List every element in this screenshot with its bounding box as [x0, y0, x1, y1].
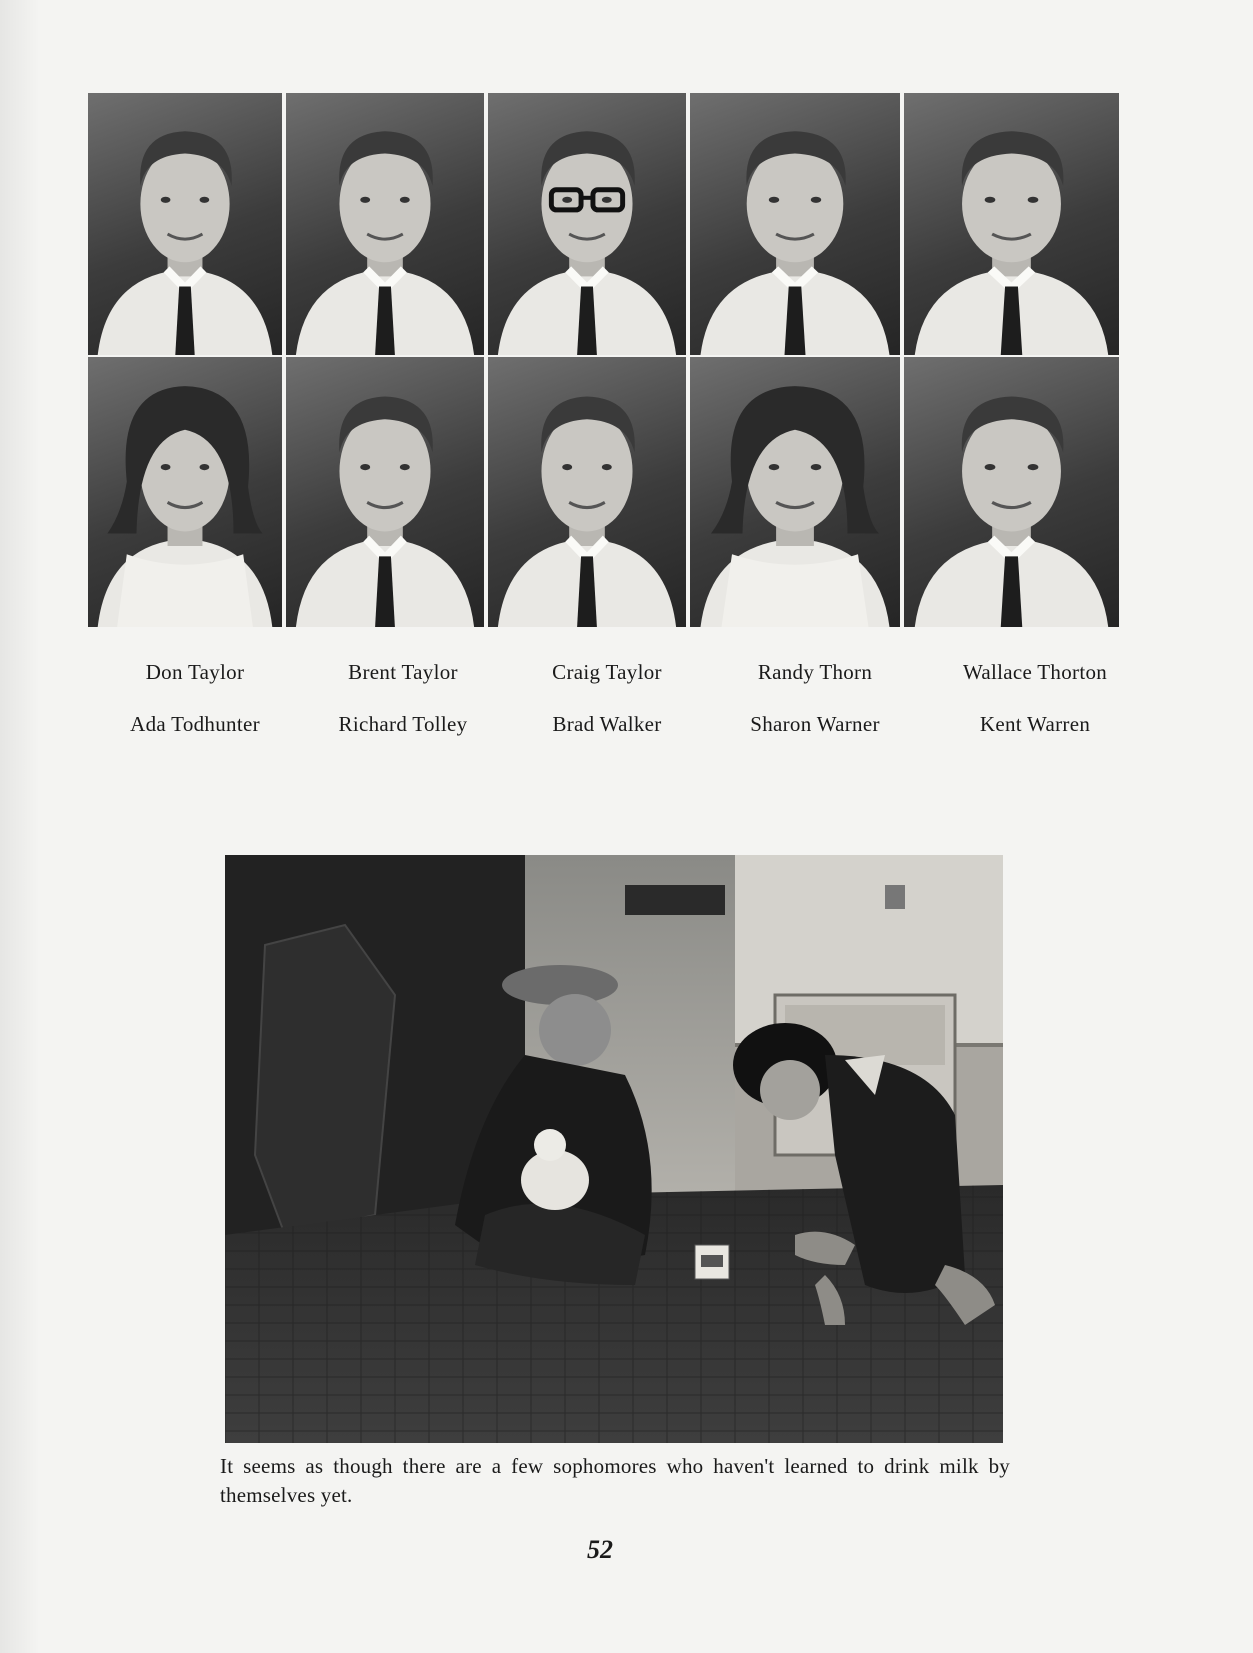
portrait-grid	[88, 93, 1160, 641]
student-portrait	[904, 93, 1119, 355]
portrait-illustration	[690, 93, 900, 355]
candid-photo	[225, 855, 1003, 1443]
name-label: Brad Walker	[552, 712, 662, 736]
photo-caption: It seems as though there are a few sophomores who haven't learned to drink milk by themselves yet.	[220, 1454, 1010, 1507]
name-label: Sharon Warner	[750, 712, 880, 736]
portrait-illustration	[488, 93, 686, 355]
portrait-illustration	[286, 357, 484, 627]
student-portrait	[690, 93, 900, 355]
paper-edge-shadow	[0, 0, 40, 1653]
portrait-illustration	[904, 93, 1119, 355]
student-portrait	[286, 93, 484, 355]
name-label: Randy Thorn	[757, 660, 873, 684]
portrait-illustration	[88, 357, 282, 627]
portrait-illustration	[904, 357, 1119, 627]
student-portrait	[286, 357, 484, 627]
portrait-illustration	[690, 357, 900, 627]
portrait-illustration	[488, 357, 686, 627]
name-label: Brent Taylor	[348, 660, 458, 684]
portrait-names	[88, 660, 1160, 750]
portrait-illustration	[88, 93, 282, 355]
student-portrait	[488, 93, 686, 355]
names-row-2	[88, 712, 1160, 742]
student-portrait	[488, 357, 686, 627]
name-label: Wallace Thorton	[962, 660, 1108, 684]
student-portrait	[690, 357, 900, 627]
names-row-1	[88, 660, 1160, 690]
student-portrait	[904, 357, 1119, 627]
page-number: 52	[587, 1535, 613, 1564]
name-label: Richard Tolley	[338, 712, 468, 736]
student-portrait	[88, 93, 282, 355]
name-label: Kent Warren	[979, 712, 1091, 736]
name-label: Ada Todhunter	[130, 712, 260, 736]
portrait-illustration	[286, 93, 484, 355]
candid-photo-illustration	[225, 855, 1003, 1443]
name-label: Don Taylor	[145, 660, 245, 684]
student-portrait	[88, 357, 282, 627]
name-label: Craig Taylor	[552, 660, 662, 684]
